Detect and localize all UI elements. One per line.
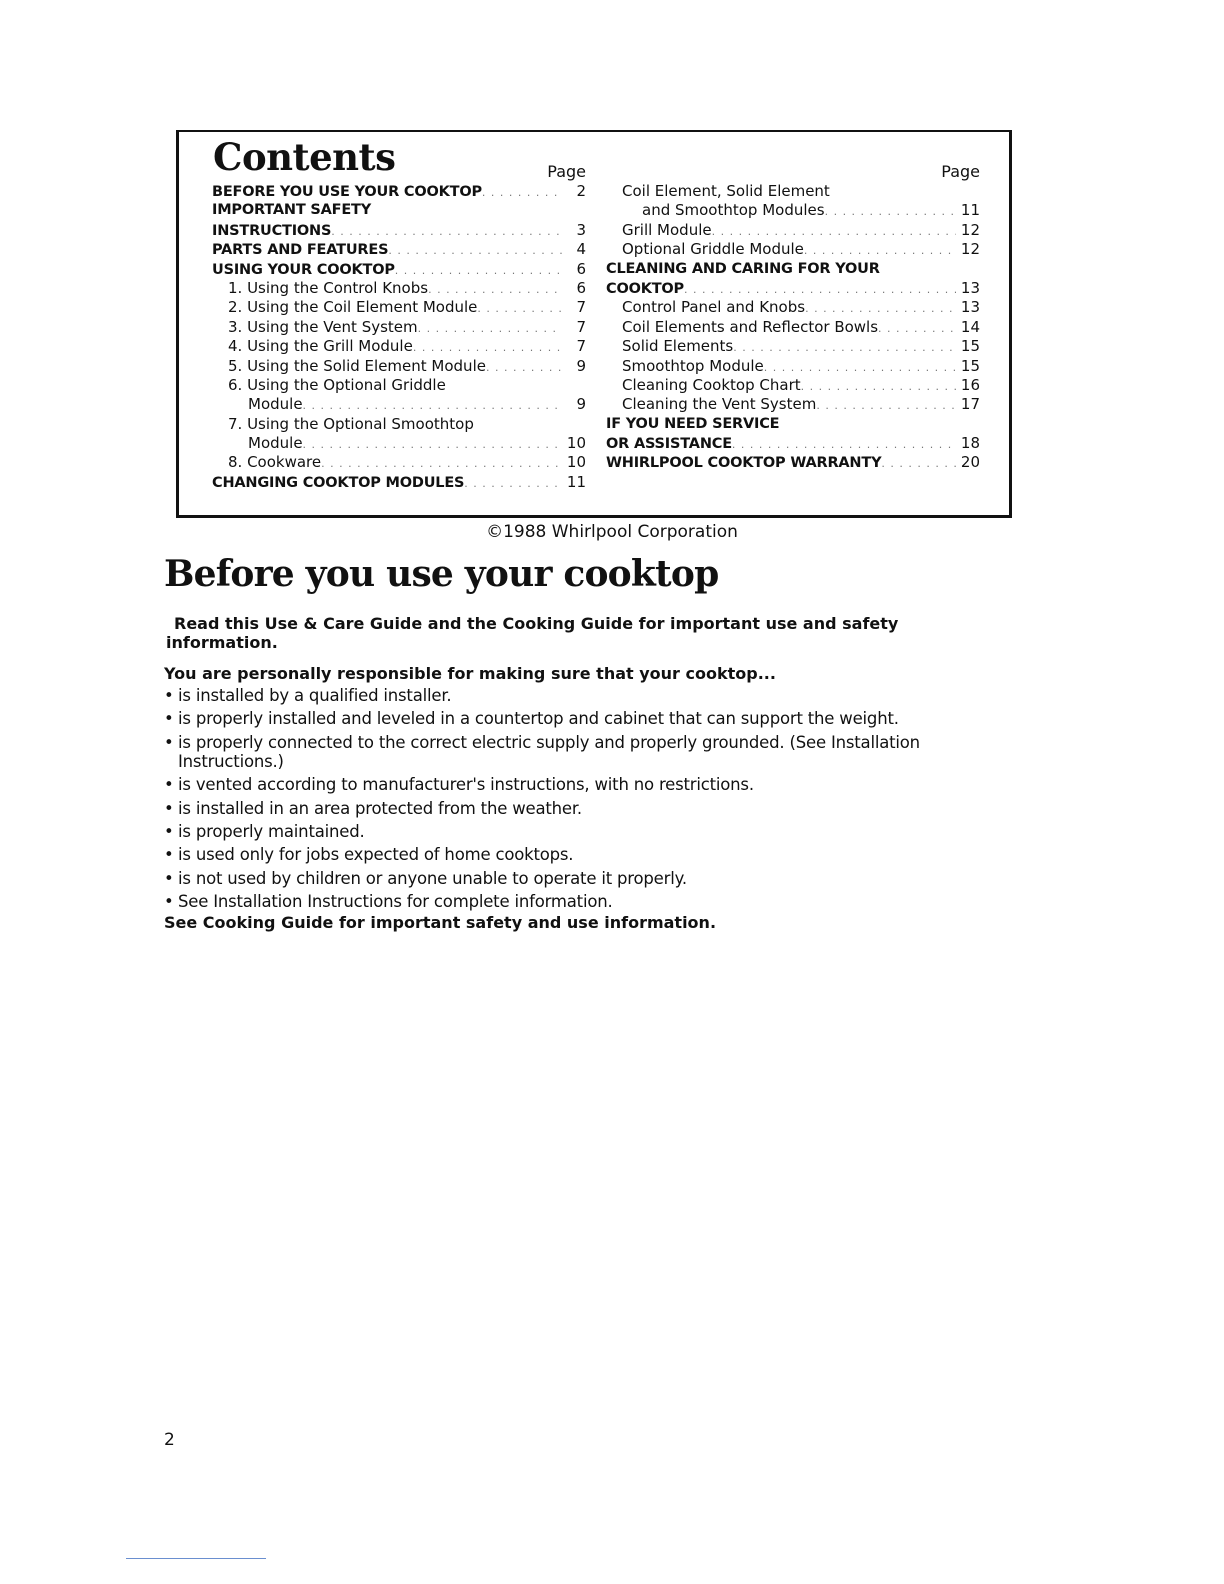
toc-entry bbox=[212, 473, 586, 492]
requirement-item: • is not used by children or anyone unable to operate it properly. bbox=[164, 869, 984, 888]
toc-leader-dots bbox=[816, 396, 956, 415]
requirement-item: • is properly connected to the correct electric supply and properly grounded. (See Installation Instructions.) bbox=[164, 733, 984, 771]
toc-entry-page: 12 bbox=[960, 240, 980, 259]
toc-entry bbox=[212, 260, 586, 279]
toc-entry-page: 10 bbox=[566, 453, 586, 472]
toc-entry-label: Coil Elements and Reflector Bowls bbox=[622, 317, 879, 336]
toc-entry-page: 15 bbox=[960, 356, 980, 375]
toc-entry-label: and Smoothtop Modules bbox=[642, 201, 825, 220]
requirement-item: • is properly installed and leveled in a countertop and cabinet that can support the weight. bbox=[164, 709, 984, 728]
toc-entry-page: 7 bbox=[576, 298, 586, 317]
toc-entry bbox=[606, 318, 980, 337]
toc-leader-dots bbox=[413, 338, 562, 357]
toc-entry-page: 7 bbox=[576, 317, 586, 336]
toc-entry bbox=[212, 357, 586, 376]
toc-entry-label: WHIRLPOOL COOKTOP WARRANTY bbox=[606, 455, 882, 472]
toc-leader-dots bbox=[482, 183, 562, 202]
toc-entry bbox=[606, 415, 980, 434]
toc-entry-label: INSTRUCTIONS bbox=[212, 222, 332, 239]
footer-rule bbox=[126, 1558, 266, 1559]
toc-entry-label: Optional Griddle Module bbox=[622, 240, 804, 259]
toc-entry bbox=[212, 201, 586, 220]
closing-text: See Cooking Guide for important safety and use information. bbox=[164, 913, 717, 932]
toc-entry-label: Control Panel and Knobs bbox=[622, 298, 806, 317]
toc-entry-label: Module bbox=[248, 395, 303, 414]
toc-entry-label: 4. Using the Grill Module bbox=[228, 337, 413, 356]
toc-entry-label: Cleaning the Vent System bbox=[622, 395, 817, 414]
toc-entry-page: 4 bbox=[576, 240, 586, 259]
toc-entry-label: Cleaning Cooktop Chart bbox=[622, 375, 801, 394]
toc-entry-label: 3. Using the Vent System bbox=[228, 317, 418, 336]
toc-leader-dots bbox=[395, 261, 562, 280]
page-column-header: Page bbox=[941, 162, 980, 181]
toc-entry-page: 16 bbox=[960, 375, 980, 394]
toc-entry-page: 10 bbox=[566, 434, 586, 453]
toc-leader-dots bbox=[805, 299, 956, 318]
toc-entry-page: 13 bbox=[960, 298, 980, 317]
contents-column-right bbox=[606, 162, 980, 473]
toc-entry-label: BEFORE YOU USE YOUR COOKTOP bbox=[212, 184, 482, 200]
toc-leader-dots bbox=[303, 396, 562, 415]
toc-entry-page: 20 bbox=[960, 453, 980, 472]
toc-entry-label: IMPORTANT SAFETY bbox=[212, 202, 372, 219]
toc-entry-label: OR ASSISTANCE bbox=[606, 436, 732, 453]
toc-leader-dots bbox=[464, 474, 562, 493]
toc-entry-page: 6 bbox=[576, 278, 586, 297]
toc-leader-dots bbox=[477, 299, 562, 318]
toc-leader-dots bbox=[733, 338, 956, 357]
requirements-list bbox=[164, 686, 984, 916]
toc-entry-label: PARTS AND FEATURES bbox=[212, 242, 389, 259]
toc-entry bbox=[606, 279, 980, 298]
toc-entry-label: CLEANING AND CARING FOR YOUR bbox=[606, 260, 880, 277]
toc-leader-dots bbox=[428, 280, 562, 299]
toc-entry bbox=[212, 395, 586, 414]
toc-leader-dots bbox=[732, 435, 956, 454]
toc-entry-label: CHANGING COOKTOP MODULES bbox=[212, 474, 465, 491]
toc-leader-dots bbox=[801, 377, 956, 396]
toc-entry-page: 9 bbox=[576, 395, 586, 414]
toc-entry bbox=[212, 337, 586, 356]
toc-entry-label: COOKTOP bbox=[606, 280, 684, 297]
toc-entry bbox=[606, 434, 980, 453]
toc-entry bbox=[212, 453, 586, 472]
contents-column-left bbox=[212, 162, 586, 492]
toc-entry-page: 11 bbox=[960, 201, 980, 220]
toc-entry-page: 11 bbox=[566, 472, 586, 491]
toc-entry-page: 9 bbox=[576, 356, 586, 375]
toc-entry bbox=[606, 260, 980, 279]
toc-leader-dots bbox=[825, 202, 956, 221]
toc-entry bbox=[606, 240, 980, 259]
toc-entry-label: 6. Using the Optional Griddle bbox=[228, 375, 446, 394]
toc-entry bbox=[606, 453, 980, 472]
toc-entry bbox=[212, 279, 586, 298]
toc-entry bbox=[606, 201, 980, 220]
toc-entry-page: 18 bbox=[960, 434, 980, 453]
toc-entry-label: USING YOUR COOKTOP bbox=[212, 261, 395, 278]
requirement-item: • is vented according to manufacturer's instructions, with no restrictions. bbox=[164, 775, 984, 794]
toc-entry-page: 15 bbox=[960, 337, 980, 356]
toc-entry-page: 13 bbox=[960, 278, 980, 297]
toc-entry bbox=[212, 434, 586, 453]
toc-leader-dots bbox=[878, 319, 956, 338]
toc-leader-dots bbox=[881, 454, 956, 473]
toc-leader-dots bbox=[712, 222, 956, 241]
toc-entry-label: 5. Using the Solid Element Module bbox=[228, 356, 486, 375]
toc-entry-page: 2 bbox=[576, 182, 586, 200]
toc-leader-dots bbox=[418, 319, 562, 338]
toc-entry-page: 7 bbox=[576, 337, 586, 356]
section-title: Before you use your cooktop bbox=[164, 553, 719, 595]
copyright-notice: ©1988 Whirlpool Corporation bbox=[486, 522, 738, 542]
toc-entry-page: 17 bbox=[960, 395, 980, 414]
toc-entry-page: 6 bbox=[576, 259, 586, 278]
toc-list-left bbox=[212, 182, 586, 492]
intro-text: Read this Use & Care Guide and the Cooking Guide for important use and safety information. bbox=[166, 614, 899, 652]
toc-entry bbox=[212, 376, 586, 395]
contents-title: Contents bbox=[213, 135, 396, 179]
requirement-item: • is installed by a qualified installer. bbox=[164, 686, 984, 705]
requirement-item: • is properly maintained. bbox=[164, 822, 984, 841]
toc-entry-label: Solid Elements bbox=[622, 337, 734, 356]
toc-entry-label: IF YOU NEED SERVICE bbox=[606, 415, 780, 432]
toc-entry bbox=[212, 298, 586, 317]
toc-entry bbox=[606, 182, 980, 201]
toc-list-right bbox=[606, 182, 980, 473]
toc-entry-label: Coil Element, Solid Element bbox=[622, 182, 830, 200]
toc-leader-dots bbox=[486, 358, 562, 377]
toc-entry-label: Module bbox=[248, 434, 303, 453]
toc-leader-dots bbox=[321, 454, 562, 473]
toc-entry bbox=[606, 376, 980, 395]
toc-entry bbox=[212, 415, 586, 434]
toc-leader-dots bbox=[684, 280, 956, 299]
toc-entry-page: 12 bbox=[960, 220, 980, 239]
responsibility-text: You are personally responsible for making sure that your cooktop... bbox=[164, 664, 776, 683]
toc-entry bbox=[606, 221, 980, 240]
toc-leader-dots bbox=[764, 358, 956, 377]
toc-entry-label: 8. Cookware bbox=[228, 453, 322, 472]
toc-entry-label: 7. Using the Optional Smoothtop bbox=[228, 414, 474, 433]
toc-entry bbox=[212, 240, 586, 259]
page-number: 2 bbox=[164, 1430, 175, 1450]
toc-entry-label: 2. Using the Coil Element Module bbox=[228, 298, 478, 317]
page-column-header: Page bbox=[547, 162, 586, 181]
toc-entry-label: Smoothtop Module bbox=[622, 356, 764, 375]
toc-entry bbox=[212, 318, 586, 337]
toc-leader-dots bbox=[331, 222, 562, 241]
toc-entry bbox=[212, 221, 586, 240]
toc-entry bbox=[606, 337, 980, 356]
toc-entry bbox=[606, 298, 980, 317]
requirement-item: • is used only for jobs expected of home cooktops. bbox=[164, 845, 984, 864]
toc-leader-dots bbox=[388, 241, 562, 260]
toc-entry-page: 14 bbox=[960, 317, 980, 336]
toc-entry bbox=[606, 395, 980, 414]
toc-leader-dots bbox=[303, 435, 562, 454]
toc-entry bbox=[606, 357, 980, 376]
requirement-item: • is installed in an area protected from the weather. bbox=[164, 799, 984, 818]
toc-entry-label: Grill Module bbox=[622, 220, 712, 239]
toc-leader-dots bbox=[804, 241, 956, 260]
toc-entry bbox=[212, 182, 586, 201]
toc-entry-label: 1. Using the Control Knobs bbox=[228, 278, 429, 297]
toc-entry-page: 3 bbox=[576, 220, 586, 239]
requirement-item: • See Installation Instructions for complete information. bbox=[164, 892, 984, 911]
